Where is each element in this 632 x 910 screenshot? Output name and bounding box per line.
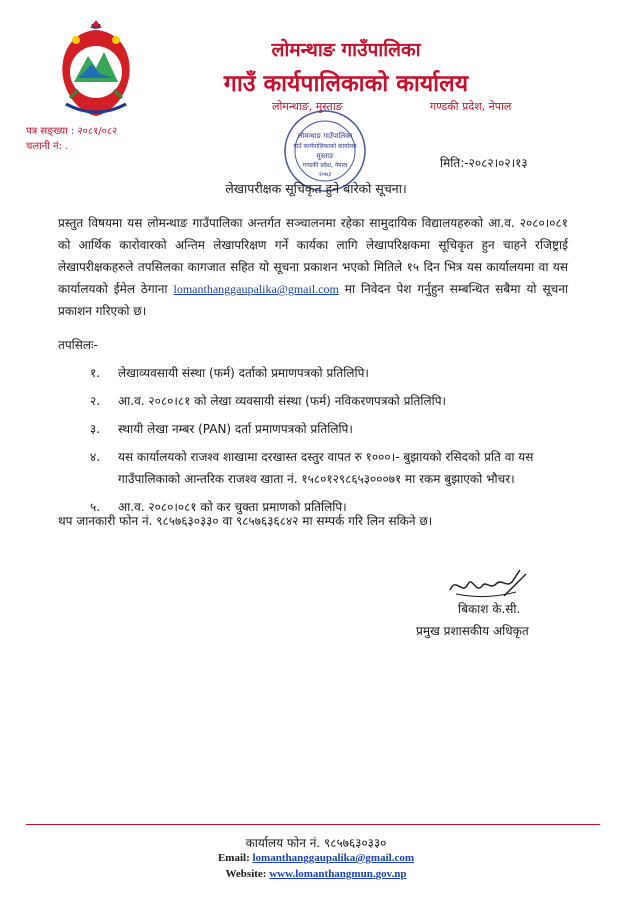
- list-item-number: ५.: [90, 500, 101, 514]
- list-item: [90, 446, 560, 490]
- footer-website: [0, 868, 632, 880]
- stamp-line-3: मुस्ताङ: [316, 152, 334, 160]
- list-item-text: आ.व. २०८०।८१ को लेखा व्यवसायी संस्था (फर्म) नविकरणपत्रको प्रतिलिपि।: [118, 394, 447, 408]
- office-address: लोमन्थाङ, मुस्ताङ: [272, 100, 343, 113]
- office-name: गाउँ कार्यपालिकाको कार्यालय: [223, 71, 469, 97]
- footer-email-link[interactable]: lomanthanggaupalika@gmail.com: [252, 852, 415, 864]
- footer-divider: [26, 824, 600, 825]
- stamp-line-2: गाउँ कार्यपालिकाको कार्यालय: [293, 143, 357, 150]
- list-item: [90, 362, 560, 384]
- municipality-name: लोमन्थाङ गाउँपालिका: [271, 39, 421, 61]
- stamp-line-1: लोमन्थाङ गाउँपालिका: [297, 132, 353, 140]
- list-item: [90, 390, 560, 412]
- details-label: तपसिलः-: [58, 338, 98, 352]
- footer-website-link[interactable]: www.lomanthangmun.gov.np: [269, 868, 407, 880]
- paragraph-text-1: प्रस्तुत विषयमा यस लोमन्थाङ गाउँपालिका अन्तर्गत सञ्चालनमा रहेका सामुदायिक विद्यालयहरुको आ.व. २०८०।०८१ को आर्थिक कारोवारको अन्तिम लेखापरिक्षण गर्ने कार्यका लागि लेखापरिक्षकमा सूचिकृत हुन चाहने रजिष्ट्राई लेखापरीक्षकहरुले तपसिलका कागजात सहित यो सूचना प्रकाशन भएको मितिले १५ दिन भित्र यस कार्यालयमा वा यस कार्यालयको ईमेल ठेगाना: [58, 216, 568, 296]
- dispatch-number: चलानी नं: .: [26, 141, 69, 152]
- list-item-text: यस कार्यालयको राजश्व शाखामा दरखास्त दस्तुर वापत रु १०००।- बुझायको रसिदको प्रति वा यस गाउँपालिकाको आन्तरिक राजश्व खाता नं. १५८०१२९८६५३०००७१ मा रकम बुझाएको भौचर।: [118, 450, 534, 486]
- list-item-text: स्थायी लेखा नम्बर (PAN) दर्ता प्रमाणपत्रको प्रतिलिपि।: [118, 422, 353, 436]
- list-item-text: आ.व. २०८०।०८१ को कर चुक्ता प्रमाणको प्रतिलिपि।: [118, 500, 347, 514]
- list-item-number: ४.: [90, 450, 101, 464]
- signatory-name: बिकाश के.सी.: [458, 602, 521, 616]
- footer-phone: कार्यालय फोन नं. ९८५७६३०३३०: [245, 836, 387, 850]
- signature-icon: [446, 566, 532, 602]
- email-link[interactable]: lomanthanggaupalika@gmail.com: [173, 282, 339, 296]
- province-label: गण्डकी प्रदेश, नेपाल: [430, 100, 512, 113]
- notice-subject: लेखापरीक्षक सूचिकृत हुने बारेको सूचना।: [225, 181, 407, 196]
- list-item: [90, 418, 560, 440]
- footer-website-label: Website:: [225, 868, 270, 880]
- list-item-number: २.: [90, 394, 101, 408]
- requirements-list: [90, 362, 560, 524]
- footer-email: [0, 852, 632, 864]
- reference-block: [26, 124, 117, 154]
- list-item-number: ३.: [90, 422, 101, 436]
- stamp-line-5: २०७३: [318, 171, 332, 178]
- stamp-line-4: गण्डकी प्रदेश, नेपाल: [302, 162, 348, 169]
- list-item-text: लेखाव्यवसायी संस्था (फर्म) दर्ताको प्रमाणपत्रको प्रतिलिपि।: [118, 366, 369, 380]
- signatory-title: प्रमुख प्रशासकीय अधिकृत: [416, 624, 529, 638]
- letter-number: पत्र सङ्ख्या : २०८१/०८२: [26, 126, 118, 137]
- list-item-number: १.: [90, 366, 101, 380]
- paragraph-text-2: मा निवेदन पेश गर्नुहुन सम्बन्धित सबैमा यो सूचना प्रकाशन गरिएको छ।: [58, 282, 568, 318]
- footer-email-label: Email:: [217, 852, 253, 864]
- notice-paragraph: [58, 212, 568, 322]
- contact-line: थप जानकारी फोन नं. ९८५७६३०३३० वा ९८५७६३६८४२ मा सम्पर्क गरि लिन सकिने छ।: [58, 514, 433, 528]
- notice-date: मिति:-२०८२।०२।१३: [440, 156, 528, 170]
